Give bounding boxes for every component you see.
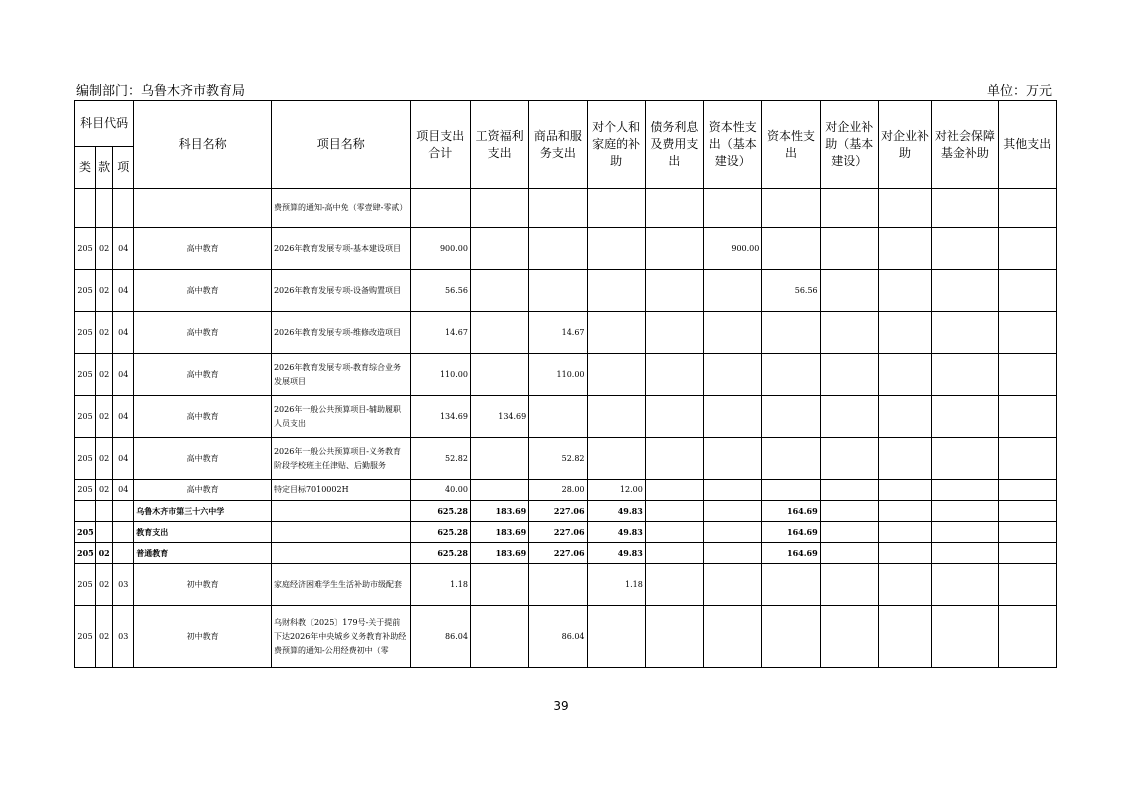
- cell-total: 900.00: [410, 228, 470, 270]
- cell-enterprise-basic: [820, 480, 878, 501]
- cell-subject: 高中教育: [134, 312, 272, 354]
- cell-project: 乌财科教〔2025〕179号-关于提前下达2026年中央城乡义务教育补助经费预算的通知-公用经费初中（零: [271, 606, 410, 668]
- cell-subject: 高中教育: [134, 438, 272, 480]
- cell-xiang: 04: [113, 270, 134, 312]
- cell-social: [932, 189, 998, 228]
- cell-goods: [529, 270, 587, 312]
- table-row: [75, 438, 1057, 480]
- cell-kuan: 02: [96, 438, 113, 480]
- table-row: [75, 270, 1057, 312]
- col-total: 项目支出合计: [410, 101, 470, 189]
- cell-kuan: [96, 189, 113, 228]
- cell-enterprise: [878, 189, 931, 228]
- cell-lei: 205: [75, 564, 96, 606]
- cell-xiang: 04: [113, 312, 134, 354]
- cell-lei: 205: [75, 438, 96, 480]
- cell-salary: [470, 564, 528, 606]
- cell-goods: 14.67: [529, 312, 587, 354]
- cell-lei: 205: [75, 522, 96, 543]
- cell-enterprise-basic: [820, 189, 878, 228]
- cell-kuan: 02: [96, 312, 113, 354]
- cell-xiang: [113, 522, 134, 543]
- cell-capital: [762, 189, 820, 228]
- cell-social: [932, 270, 998, 312]
- cell-goods: 227.06: [529, 522, 587, 543]
- cell-total: 86.04: [410, 606, 470, 668]
- cell-social: [932, 228, 998, 270]
- cell-debt: [645, 312, 703, 354]
- col-enterprise: 对企业补助: [878, 101, 931, 189]
- cell-total: 625.28: [410, 522, 470, 543]
- cell-enterprise: [878, 354, 931, 396]
- cell-project: [271, 501, 410, 522]
- cell-enterprise: [878, 501, 931, 522]
- cell-lei: 205: [75, 312, 96, 354]
- cell-subject: 普通教育: [134, 543, 272, 564]
- cell-personal: 12.00: [587, 480, 645, 501]
- cell-debt: [645, 564, 703, 606]
- cell-capital-basic: [704, 522, 762, 543]
- cell-personal: 1.18: [587, 564, 645, 606]
- cell-salary: [470, 480, 528, 501]
- cell-other: [998, 354, 1056, 396]
- cell-subject: 高中教育: [134, 354, 272, 396]
- cell-project: 2026年教育发展专项-基本建设项目: [271, 228, 410, 270]
- cell-lei: 205: [75, 543, 96, 564]
- cell-debt: [645, 522, 703, 543]
- cell-enterprise: [878, 396, 931, 438]
- col-other: 其他支出: [998, 101, 1056, 189]
- cell-personal: [587, 270, 645, 312]
- cell-debt: [645, 438, 703, 480]
- cell-lei: [75, 189, 96, 228]
- cell-enterprise: [878, 312, 931, 354]
- cell-salary: [470, 606, 528, 668]
- cell-enterprise-basic: [820, 228, 878, 270]
- cell-kuan: 02: [96, 606, 113, 668]
- table-row: [75, 480, 1057, 501]
- department-label: 编制部门：乌鲁木齐市教育局: [76, 84, 246, 99]
- cell-goods: [529, 189, 587, 228]
- cell-project: 费预算的通知-高中免（零壹肆-零贰）: [271, 189, 410, 228]
- cell-xiang: [113, 501, 134, 522]
- cell-lei: 205: [75, 354, 96, 396]
- table-row: [75, 312, 1057, 354]
- cell-social: [932, 396, 998, 438]
- cell-salary: [470, 312, 528, 354]
- cell-kuan: [96, 501, 113, 522]
- cell-debt: [645, 354, 703, 396]
- col-capital-basic: 资本性支出（基本建设）: [704, 101, 762, 189]
- cell-kuan: 02: [96, 354, 113, 396]
- cell-salary: [470, 228, 528, 270]
- cell-goods: 227.06: [529, 543, 587, 564]
- cell-debt: [645, 228, 703, 270]
- cell-other: [998, 312, 1056, 354]
- cell-total: 56.56: [410, 270, 470, 312]
- cell-capital-basic: [704, 606, 762, 668]
- cell-subject: 初中教育: [134, 606, 272, 668]
- cell-capital: 164.69: [762, 543, 820, 564]
- cell-personal: [587, 438, 645, 480]
- cell-enterprise-basic: [820, 606, 878, 668]
- table-row: [75, 501, 1057, 522]
- cell-social: [932, 564, 998, 606]
- cell-social: [932, 312, 998, 354]
- table-row: [75, 354, 1057, 396]
- cell-other: [998, 438, 1056, 480]
- cell-goods: [529, 228, 587, 270]
- cell-personal: 49.83: [587, 543, 645, 564]
- cell-capital: [762, 606, 820, 668]
- cell-subject: 乌鲁木齐市第三十六中学: [134, 501, 272, 522]
- cell-capital-basic: [704, 438, 762, 480]
- cell-capital: [762, 396, 820, 438]
- cell-salary: 134.69: [470, 396, 528, 438]
- cell-other: [998, 522, 1056, 543]
- cell-xiang: [113, 543, 134, 564]
- table-row: [75, 543, 1057, 564]
- cell-social: [932, 354, 998, 396]
- cell-xiang: [113, 189, 134, 228]
- cell-goods: [529, 396, 587, 438]
- cell-personal: 49.83: [587, 522, 645, 543]
- cell-salary: 183.69: [470, 501, 528, 522]
- cell-lei: 205: [75, 228, 96, 270]
- cell-other: [998, 543, 1056, 564]
- cell-goods: 227.06: [529, 501, 587, 522]
- cell-other: [998, 396, 1056, 438]
- cell-enterprise-basic: [820, 312, 878, 354]
- cell-capital-basic: 900.00: [704, 228, 762, 270]
- cell-capital: [762, 312, 820, 354]
- cell-salary: 183.69: [470, 522, 528, 543]
- col-subject-name: 科目名称: [134, 101, 272, 189]
- cell-total: [410, 189, 470, 228]
- cell-enterprise-basic: [820, 438, 878, 480]
- cell-debt: [645, 480, 703, 501]
- cell-other: [998, 480, 1056, 501]
- cell-goods: 52.82: [529, 438, 587, 480]
- cell-xiang: 03: [113, 606, 134, 668]
- cell-goods: 28.00: [529, 480, 587, 501]
- cell-enterprise: [878, 606, 931, 668]
- table-row: [75, 189, 1057, 228]
- cell-total: 1.18: [410, 564, 470, 606]
- cell-salary: 183.69: [470, 543, 528, 564]
- cell-enterprise: [878, 270, 931, 312]
- cell-enterprise-basic: [820, 396, 878, 438]
- cell-project: [271, 522, 410, 543]
- cell-project: 2026年教育发展专项-设备购置项目: [271, 270, 410, 312]
- unit-label: 单位：万元: [986, 84, 1052, 99]
- cell-subject: [134, 189, 272, 228]
- cell-project: 家庭经济困难学生生活补助市级配套: [271, 564, 410, 606]
- cell-project: 特定目标7010002H: [271, 480, 410, 501]
- cell-project: [271, 543, 410, 564]
- cell-other: [998, 501, 1056, 522]
- cell-other: [998, 270, 1056, 312]
- col-enterprise-basic: 对企业补助（基本建设）: [820, 101, 878, 189]
- cell-project: 2026年一般公共预算项目-辅助履职人员支出: [271, 396, 410, 438]
- col-goods: 商品和服务支出: [529, 101, 587, 189]
- cell-subject: 高中教育: [134, 228, 272, 270]
- cell-enterprise-basic: [820, 522, 878, 543]
- col-capital: 资本性支出: [762, 101, 820, 189]
- cell-personal: [587, 606, 645, 668]
- cell-total: 625.28: [410, 543, 470, 564]
- cell-xiang: 03: [113, 564, 134, 606]
- table-row: [75, 564, 1057, 606]
- cell-subject: 高中教育: [134, 270, 272, 312]
- cell-subject: 高中教育: [134, 396, 272, 438]
- cell-personal: [587, 354, 645, 396]
- cell-total: 134.69: [410, 396, 470, 438]
- col-project-name: 项目名称: [271, 101, 410, 189]
- cell-project: 2026年教育发展专项-教育综合业务发展项目: [271, 354, 410, 396]
- cell-kuan: 02: [96, 270, 113, 312]
- cell-social: [932, 438, 998, 480]
- cell-social: [932, 480, 998, 501]
- cell-kuan: 02: [96, 480, 113, 501]
- cell-other: [998, 564, 1056, 606]
- cell-enterprise: [878, 564, 931, 606]
- table-row: [75, 522, 1057, 543]
- cell-kuan: 02: [96, 228, 113, 270]
- cell-salary: [470, 270, 528, 312]
- cell-subject: 教育支出: [134, 522, 272, 543]
- cell-salary: [470, 354, 528, 396]
- cell-capital: 56.56: [762, 270, 820, 312]
- cell-enterprise-basic: [820, 354, 878, 396]
- cell-goods: 86.04: [529, 606, 587, 668]
- cell-other: [998, 606, 1056, 668]
- cell-kuan: 02: [96, 543, 113, 564]
- cell-personal: [587, 396, 645, 438]
- cell-capital: [762, 354, 820, 396]
- cell-kuan: 02: [96, 564, 113, 606]
- cell-capital: [762, 564, 820, 606]
- cell-xiang: 04: [113, 354, 134, 396]
- cell-capital-basic: [704, 480, 762, 501]
- cell-capital: [762, 438, 820, 480]
- table-row: [75, 228, 1057, 270]
- cell-salary: [470, 438, 528, 480]
- cell-capital-basic: [704, 312, 762, 354]
- cell-social: [932, 501, 998, 522]
- cell-lei: 205: [75, 396, 96, 438]
- cell-capital-basic: [704, 396, 762, 438]
- cell-other: [998, 228, 1056, 270]
- cell-enterprise: [878, 480, 931, 501]
- cell-enterprise-basic: [820, 270, 878, 312]
- cell-capital-basic: [704, 564, 762, 606]
- cell-capital-basic: [704, 501, 762, 522]
- cell-debt: [645, 396, 703, 438]
- cell-project: 2026年教育发展专项-维修改造项目: [271, 312, 410, 354]
- cell-total: 14.67: [410, 312, 470, 354]
- cell-capital-basic: [704, 189, 762, 228]
- cell-salary: [470, 189, 528, 228]
- cell-enterprise: [878, 543, 931, 564]
- cell-capital: 164.69: [762, 501, 820, 522]
- page-number: 39: [553, 699, 569, 713]
- table-row: [75, 396, 1057, 438]
- cell-project: 2026年一般公共预算项目-义务教育阶段学校班主任津贴、后勤服务: [271, 438, 410, 480]
- cell-social: [932, 606, 998, 668]
- cell-social: [932, 543, 998, 564]
- col-personal: 对个人和家庭的补助: [587, 101, 645, 189]
- cell-goods: [529, 564, 587, 606]
- table-row: [75, 606, 1057, 668]
- cell-capital: [762, 228, 820, 270]
- cell-debt: [645, 189, 703, 228]
- cell-lei: 205: [75, 606, 96, 668]
- cell-lei: 205: [75, 480, 96, 501]
- col-code-group: 科目代码: [75, 101, 134, 147]
- cell-debt: [645, 606, 703, 668]
- cell-kuan: [96, 522, 113, 543]
- cell-lei: [75, 501, 96, 522]
- cell-other: [998, 189, 1056, 228]
- col-kuan: 款: [96, 147, 113, 189]
- cell-enterprise-basic: [820, 501, 878, 522]
- cell-xiang: 04: [113, 480, 134, 501]
- cell-enterprise-basic: [820, 564, 878, 606]
- cell-capital-basic: [704, 270, 762, 312]
- cell-xiang: 04: [113, 396, 134, 438]
- cell-capital: 164.69: [762, 522, 820, 543]
- cell-capital-basic: [704, 543, 762, 564]
- cell-enterprise: [878, 522, 931, 543]
- cell-capital: [762, 480, 820, 501]
- cell-enterprise: [878, 438, 931, 480]
- cell-personal: [587, 228, 645, 270]
- cell-enterprise-basic: [820, 543, 878, 564]
- col-social: 对社会保障基金补助: [932, 101, 998, 189]
- budget-table: [74, 100, 1057, 668]
- cell-debt: [645, 501, 703, 522]
- cell-total: 52.82: [410, 438, 470, 480]
- cell-subject: 高中教育: [134, 480, 272, 501]
- cell-lei: 205: [75, 270, 96, 312]
- cell-xiang: 04: [113, 438, 134, 480]
- cell-debt: [645, 270, 703, 312]
- cell-personal: [587, 312, 645, 354]
- cell-xiang: 04: [113, 228, 134, 270]
- col-xiang: 项: [113, 147, 134, 189]
- cell-subject: 初中教育: [134, 564, 272, 606]
- cell-personal: [587, 189, 645, 228]
- cell-goods: 110.00: [529, 354, 587, 396]
- cell-total: 40.00: [410, 480, 470, 501]
- cell-enterprise: [878, 228, 931, 270]
- cell-debt: [645, 543, 703, 564]
- cell-total: 625.28: [410, 501, 470, 522]
- cell-capital-basic: [704, 354, 762, 396]
- col-salary: 工资福利支出: [470, 101, 528, 189]
- col-debt: 债务利息及费用支出: [645, 101, 703, 189]
- cell-personal: 49.83: [587, 501, 645, 522]
- cell-social: [932, 522, 998, 543]
- cell-kuan: 02: [96, 396, 113, 438]
- col-lei: 类: [75, 147, 96, 189]
- cell-total: 110.00: [410, 354, 470, 396]
